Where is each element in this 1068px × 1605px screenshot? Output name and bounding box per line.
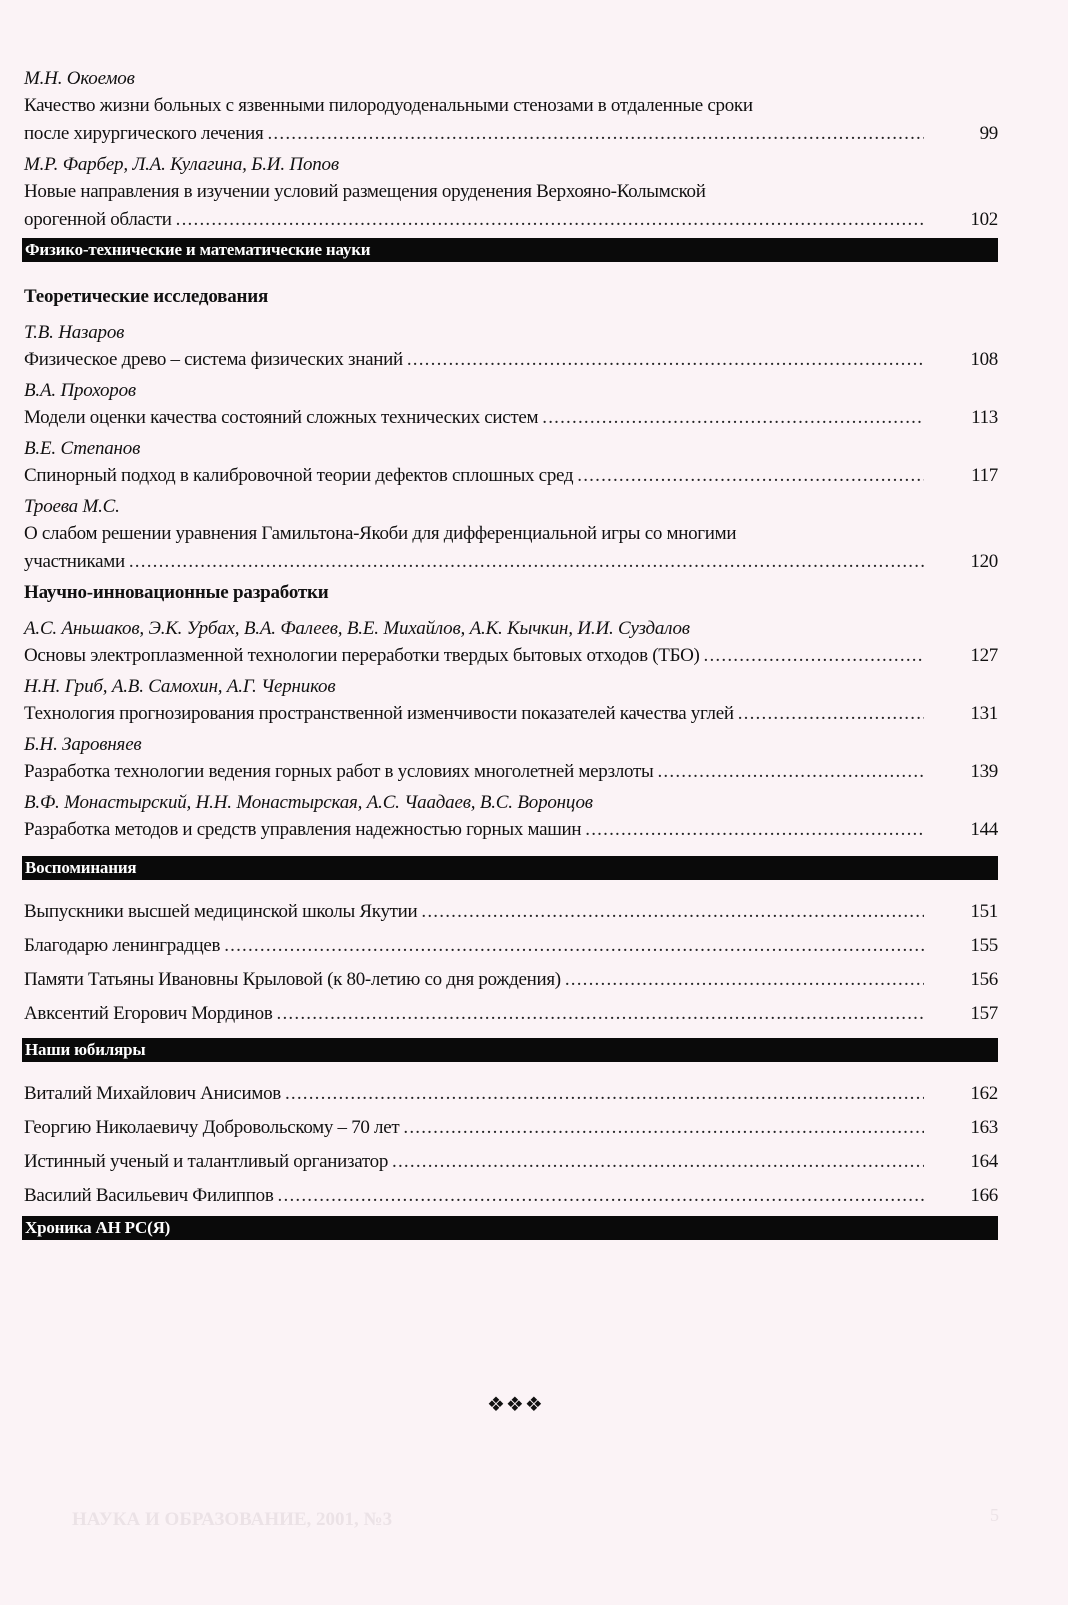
entry-title-row[interactable] (24, 1000, 998, 1028)
entry-authors: Троева М.С. (24, 496, 120, 517)
section-heading-bar: Физико-технические и математические науки (22, 238, 998, 262)
entry-authors: В.А. Прохоров (24, 380, 136, 401)
entry-title-row[interactable] (24, 932, 998, 960)
toc-entry (22, 616, 998, 670)
ornament-divider: ❖❖❖ (487, 1392, 544, 1416)
dot-leader (542, 404, 924, 432)
entry-title: участниками (24, 551, 125, 572)
entry-authors: М.Н. Окоемов (24, 68, 135, 89)
page-number: 162 (970, 1083, 998, 1104)
entry-title-line: Новые направления в изучении условий размещения оруденения Верхояно-Колымской (24, 181, 706, 202)
entry-title: Физическое древо – система физических знаний (24, 349, 403, 370)
entry-title-row[interactable] (24, 898, 998, 926)
page-number: 151 (970, 901, 998, 922)
entry-title-row[interactable] (24, 1114, 998, 1142)
dot-leader (704, 642, 924, 670)
entry-title: орогенной области (24, 209, 172, 230)
page-number: 157 (970, 1003, 998, 1024)
entry-title: Памяти Татьяны Ивановны Крыловой (к 80-летию со дня рождения) (24, 969, 561, 990)
entry-title: Технология прогнозирования пространственной изменчивости показателей качества углей (24, 703, 734, 724)
entry-title-row[interactable] (24, 548, 998, 576)
subsection-heading: Теоретические исследования (24, 286, 269, 307)
page-number: 144 (970, 819, 998, 840)
page-number: 166 (970, 1185, 998, 1206)
entry-title: Авксентий Егорович Мординов (24, 1003, 273, 1024)
entry-authors: М.Р. Фарбер, Л.А. Кулагина, Б.И. Попов (24, 154, 339, 175)
dot-leader (738, 700, 924, 728)
dot-leader (421, 898, 924, 926)
entry-authors: В.Ф. Монастырский, Н.Н. Монастырская, А.С. Чаадаев, В.С. Воронцов (24, 792, 593, 813)
dot-leader (407, 346, 924, 374)
entry-title: Истинный ученый и талантливый организатор (24, 1151, 389, 1172)
dot-leader (392, 1148, 924, 1176)
dot-leader (267, 120, 924, 148)
toc-entry (22, 436, 998, 490)
entry-title: Разработка методов и средств управления надежностью горных машин (24, 819, 582, 840)
dot-leader (129, 548, 924, 576)
entry-title: Модели оценки качества состояний сложных технических систем (24, 407, 539, 428)
entry-authors: Б.Н. Заровняев (24, 734, 142, 755)
table-of-contents (22, 66, 998, 1240)
bleed-through-page-number: 5 (990, 1505, 999, 1525)
page-number: 164 (970, 1151, 998, 1172)
entry-title: Благодарю ленинградцев (24, 935, 221, 956)
page-number: 117 (971, 465, 998, 486)
entry-authors: Н.Н. Гриб, А.В. Самохин, А.Г. Черников (24, 676, 336, 697)
page-number: 113 (971, 407, 998, 428)
entry-title-row[interactable] (24, 462, 998, 490)
entry-title-row[interactable] (24, 642, 998, 670)
entry-title-row[interactable] (24, 1080, 998, 1108)
entry-title-row[interactable] (24, 404, 998, 432)
dot-leader (285, 1080, 924, 1108)
bleed-through-footer: НАУКА И ОБРАЗОВАНИЕ, 2001, №3 (72, 1509, 393, 1530)
entry-title-row[interactable] (24, 1148, 998, 1176)
entry-authors: В.Е. Степанов (24, 438, 141, 459)
toc-entry (22, 152, 998, 234)
entry-title-row[interactable] (24, 206, 998, 234)
page-number: 156 (970, 969, 998, 990)
page-number: 108 (970, 349, 998, 370)
dot-leader (585, 816, 924, 844)
toc-entry (22, 494, 998, 576)
entry-title-line: Качество жизни больных с язвенными пилородуоденальными стенозами в отдаленные сроки (24, 95, 753, 116)
page-number: 102 (970, 209, 998, 230)
toc-entry (22, 378, 998, 432)
entry-title-row[interactable] (24, 758, 998, 786)
dot-leader (278, 1182, 924, 1210)
entry-title: Георгию Николаевичу Добровольскому – 70 лет (24, 1117, 400, 1138)
entry-title-row[interactable] (24, 346, 998, 374)
section-heading-bar: Хроника АН РС(Я) (22, 1216, 998, 1240)
entry-authors: А.С. Аньшаков, Э.К. Урбах, В.А. Фалеев, В.Е. Михайлов, А.К. Кычкин, И.И. Суздалов (24, 618, 690, 639)
toc-entry (22, 66, 998, 148)
page-number: 131 (970, 703, 998, 724)
entry-title: Разработка технологии ведения горных работ в условиях многолетней мерзлоты (24, 761, 654, 782)
page-number: 127 (970, 645, 998, 666)
entry-title: Спинорный подход в калибровочной теории дефектов сплошных сред (24, 465, 574, 486)
page-number: 120 (970, 551, 998, 572)
dot-leader (403, 1114, 924, 1142)
entry-title: Основы электроплазменной технологии переработки твердых бытовых отходов (ТБО) (24, 645, 700, 666)
dot-leader (565, 966, 924, 994)
entry-title-row[interactable] (24, 816, 998, 844)
entry-title-row[interactable] (24, 700, 998, 728)
entry-title: после хирургического лечения (24, 123, 264, 144)
entry-title: Выпускники высшей медицинской школы Якутии (24, 901, 418, 922)
page-number: 99 (979, 123, 998, 144)
section-heading-bar: Наши юбиляры (22, 1038, 998, 1062)
toc-entry (22, 732, 998, 786)
toc-entry (22, 674, 998, 728)
dot-leader (577, 462, 924, 490)
toc-entry (22, 790, 998, 844)
page-number: 155 (970, 935, 998, 956)
page-number: 163 (970, 1117, 998, 1138)
entry-title-row[interactable] (24, 120, 998, 148)
entry-authors: Т.В. Назаров (24, 322, 125, 343)
entry-title-row[interactable] (24, 966, 998, 994)
dot-leader (657, 758, 924, 786)
dot-leader (176, 206, 924, 234)
entry-title-row[interactable] (24, 1182, 998, 1210)
subsection-heading: Научно-инновационные разработки (24, 582, 329, 603)
section-heading-bar: Воспоминания (22, 856, 998, 880)
dot-leader (224, 932, 924, 960)
toc-entry (22, 320, 998, 374)
entry-title: Василий Васильевич Филиппов (24, 1185, 274, 1206)
entry-title: Виталий Михайлович Анисимов (24, 1083, 281, 1104)
entry-title-line: О слабом решении уравнения Гамильтона-Якоби для дифференциальной игры со многими (24, 523, 737, 544)
dot-leader (277, 1000, 924, 1028)
page-number: 139 (970, 761, 998, 782)
